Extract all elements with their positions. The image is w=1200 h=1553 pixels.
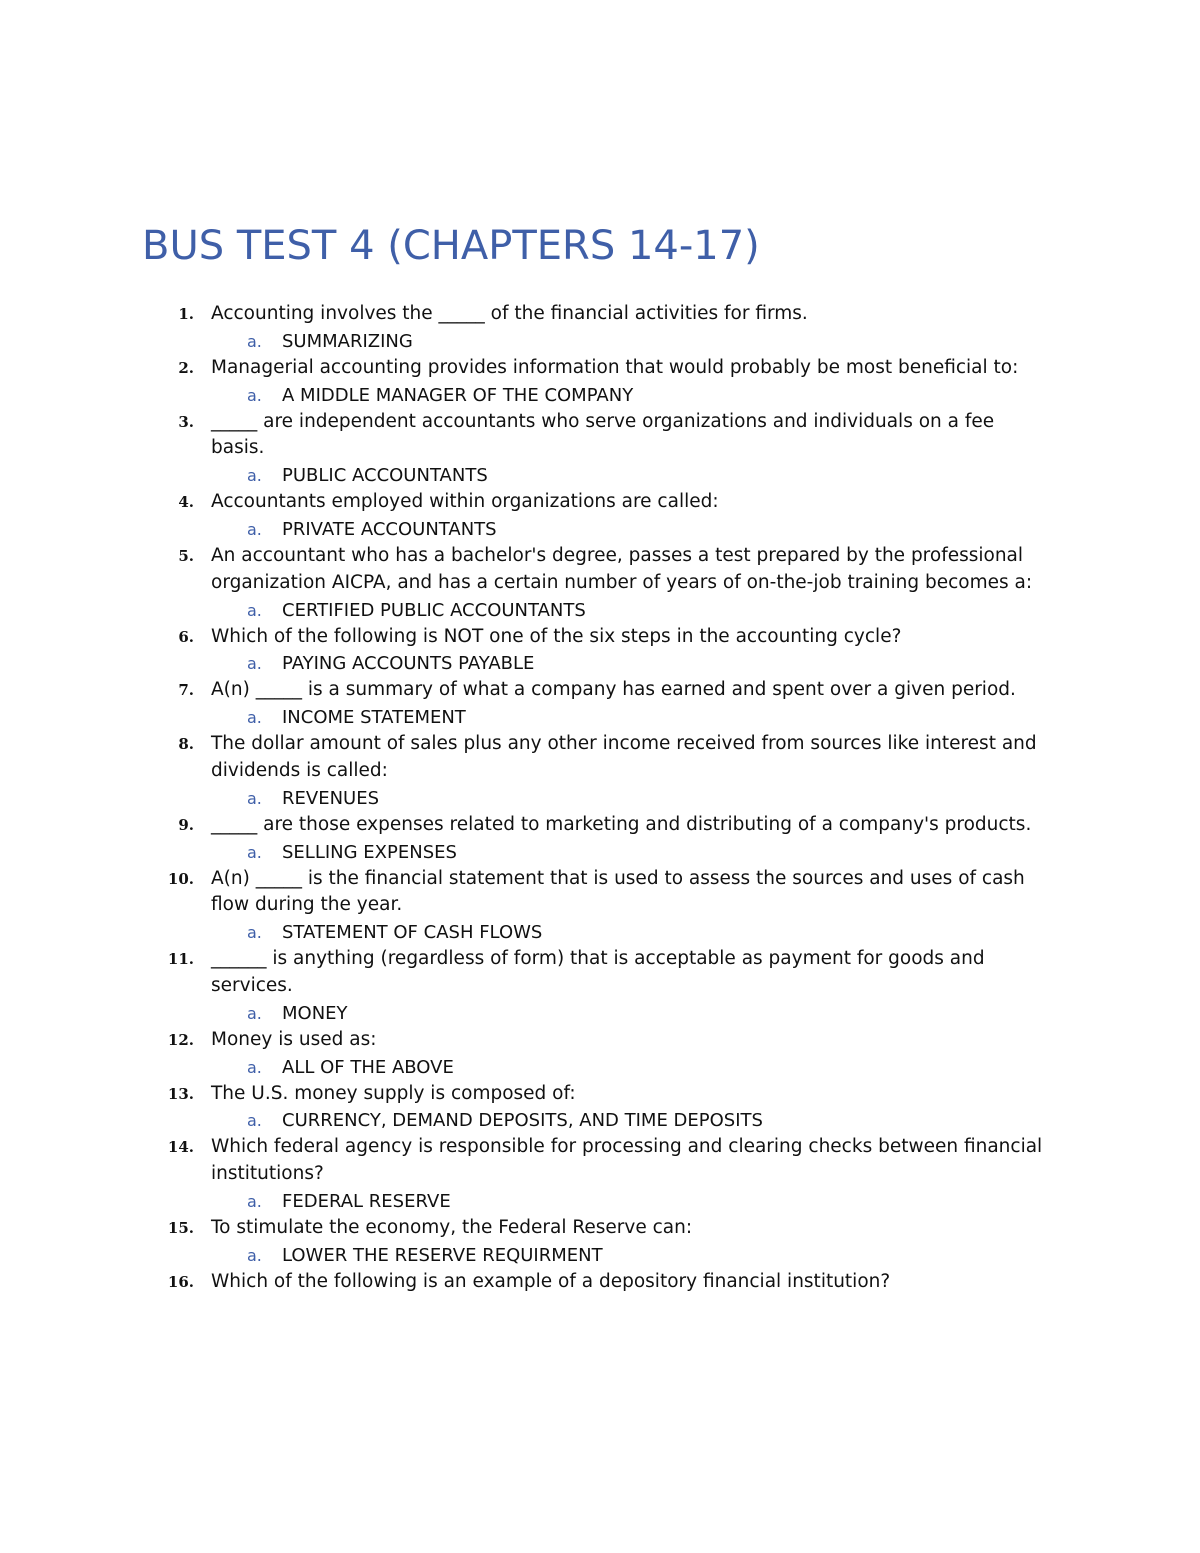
question-item <box>0 489 1200 543</box>
question-text: Managerial accounting provides information that would probably be most beneficial to: <box>211 356 1019 378</box>
answer-text: PUBLIC ACCOUNTANTS <box>282 465 488 487</box>
answer-letter: a. <box>247 788 262 808</box>
question-number: 7. <box>178 681 194 700</box>
question-item <box>0 301 1200 355</box>
question-number: 13. <box>167 1084 194 1103</box>
answer-text: A MIDDLE MANAGER OF THE COMPANY <box>282 384 634 406</box>
answer-letter: a. <box>247 519 262 539</box>
answer-letter: a. <box>247 654 262 674</box>
question-number: 15. <box>167 1218 194 1237</box>
answer-item <box>0 1242 1200 1269</box>
question-number: 9. <box>178 815 194 834</box>
question-number: 4. <box>178 493 194 512</box>
question-item <box>0 1081 1200 1135</box>
question-item <box>0 812 1200 866</box>
answer-letter: a. <box>247 1191 262 1211</box>
question-item <box>0 731 1200 812</box>
question-item <box>0 1027 1200 1081</box>
answer-item <box>0 597 1200 624</box>
question-text: The dollar amount of sales plus any other income received from sources like interest and dividends is called: <box>211 733 1037 781</box>
answer-item <box>0 704 1200 731</box>
question-item <box>0 1134 1200 1215</box>
question-text: An accountant who has a bachelor's degree, passes a test prepared by the professional organization AICPA, and has a certain number of years of on-the-job training becomes a: <box>211 544 1033 593</box>
question-number: 5. <box>178 546 194 565</box>
question-number: 1. <box>178 305 194 323</box>
question-number: 11. <box>167 950 194 969</box>
question-text: Money is used as: <box>211 1028 377 1050</box>
question-number: 2. <box>178 358 194 377</box>
question-text: The U.S. money supply is composed of: <box>211 1082 576 1104</box>
document-title: BUS TEST 4 (CHAPTERS 14-17) <box>142 223 760 269</box>
question-text: _____ are independent accountants who serve organizations and individuals on a fee basis. <box>211 410 995 459</box>
question-text: Which of the following is an example of a depository financial institution? <box>211 1270 891 1292</box>
question-text: Which federal agency is responsible for processing and clearing checks between financial institutions? <box>211 1136 1043 1185</box>
question-text: _____ are those expenses related to marketing and distributing of a company's products. <box>211 813 1032 835</box>
answer-letter: a. <box>247 1245 262 1265</box>
question-item <box>0 866 1200 947</box>
answer-text: CERTIFIED PUBLIC ACCOUNTANTS <box>282 599 586 621</box>
answer-letter: a. <box>247 466 262 486</box>
question-item <box>0 624 1200 678</box>
question-text: A(n) _____ is a summary of what a company has earned and spent over a given period. <box>211 679 1016 701</box>
answer-item <box>0 1188 1200 1215</box>
answer-text: MONEY <box>282 1002 348 1024</box>
question-item <box>0 543 1200 624</box>
question-list <box>0 301 1200 1296</box>
answer-text: SELLING EXPENSES <box>282 841 457 863</box>
question-text: Which of the following is NOT one of the six steps in the accounting cycle? <box>211 625 902 647</box>
answer-text: PAYING ACCOUNTS PAYABLE <box>282 653 535 675</box>
answer-text: STATEMENT OF CASH FLOWS <box>282 922 543 944</box>
question-text: A(n) _____ is the financial statement that is used to assess the sources and uses of cash flow during the year. <box>211 867 1025 916</box>
question-text: Accountants employed within organizations are called: <box>211 491 719 513</box>
answer-text: INCOME STATEMENT <box>282 707 466 729</box>
answer-item <box>0 785 1200 812</box>
answer-item <box>0 382 1200 409</box>
question-number: 6. <box>178 627 194 646</box>
question-text: To stimulate the economy, the Federal Reserve can: <box>211 1216 693 1238</box>
question-item <box>0 1215 1200 1269</box>
answer-item <box>0 1107 1200 1134</box>
question-number: 14. <box>167 1138 194 1157</box>
answer-text: SUMMARIZING <box>282 330 413 352</box>
answer-item <box>0 919 1200 946</box>
question-text: Accounting involves the _____ of the financial activities for firms. <box>211 303 808 324</box>
question-item <box>0 355 1200 409</box>
answer-item <box>0 516 1200 543</box>
question-number: 16. <box>167 1272 194 1291</box>
answer-text: PRIVATE ACCOUNTANTS <box>282 518 497 540</box>
question-number: 8. <box>178 735 194 754</box>
answer-text: REVENUES <box>282 787 380 809</box>
question-number: 12. <box>167 1030 194 1049</box>
question-item <box>0 409 1200 490</box>
answer-item <box>0 328 1200 355</box>
question-item <box>0 677 1200 731</box>
answer-letter: a. <box>247 1111 262 1131</box>
question-number: 3. <box>178 412 194 431</box>
answer-text: LOWER THE RESERVE REQUIRMENT <box>282 1244 603 1266</box>
answer-text: FEDERAL RESERVE <box>282 1190 451 1212</box>
question-text: ______ is anything (regardless of form) that is acceptable as payment for goods and services. <box>211 948 985 996</box>
answer-letter: a. <box>247 385 262 405</box>
answer-letter: a. <box>247 708 262 728</box>
answer-item <box>0 839 1200 866</box>
answer-text: CURRENCY, DEMAND DEPOSITS, AND TIME DEPOSITS <box>282 1110 763 1132</box>
answer-item <box>0 1000 1200 1027</box>
answer-item <box>0 462 1200 489</box>
answer-item <box>0 1054 1200 1081</box>
question-number: 10. <box>167 869 194 888</box>
answer-letter: a. <box>247 923 262 943</box>
answer-letter: a. <box>247 600 262 620</box>
answer-item <box>0 650 1200 677</box>
question-item <box>0 946 1200 1027</box>
answer-letter: a. <box>247 842 262 862</box>
question-item <box>0 1269 1200 1296</box>
answer-letter: a. <box>247 1003 262 1023</box>
answer-letter: a. <box>247 1057 262 1077</box>
answer-letter: a. <box>247 331 262 351</box>
answer-text: ALL OF THE ABOVE <box>282 1056 454 1078</box>
